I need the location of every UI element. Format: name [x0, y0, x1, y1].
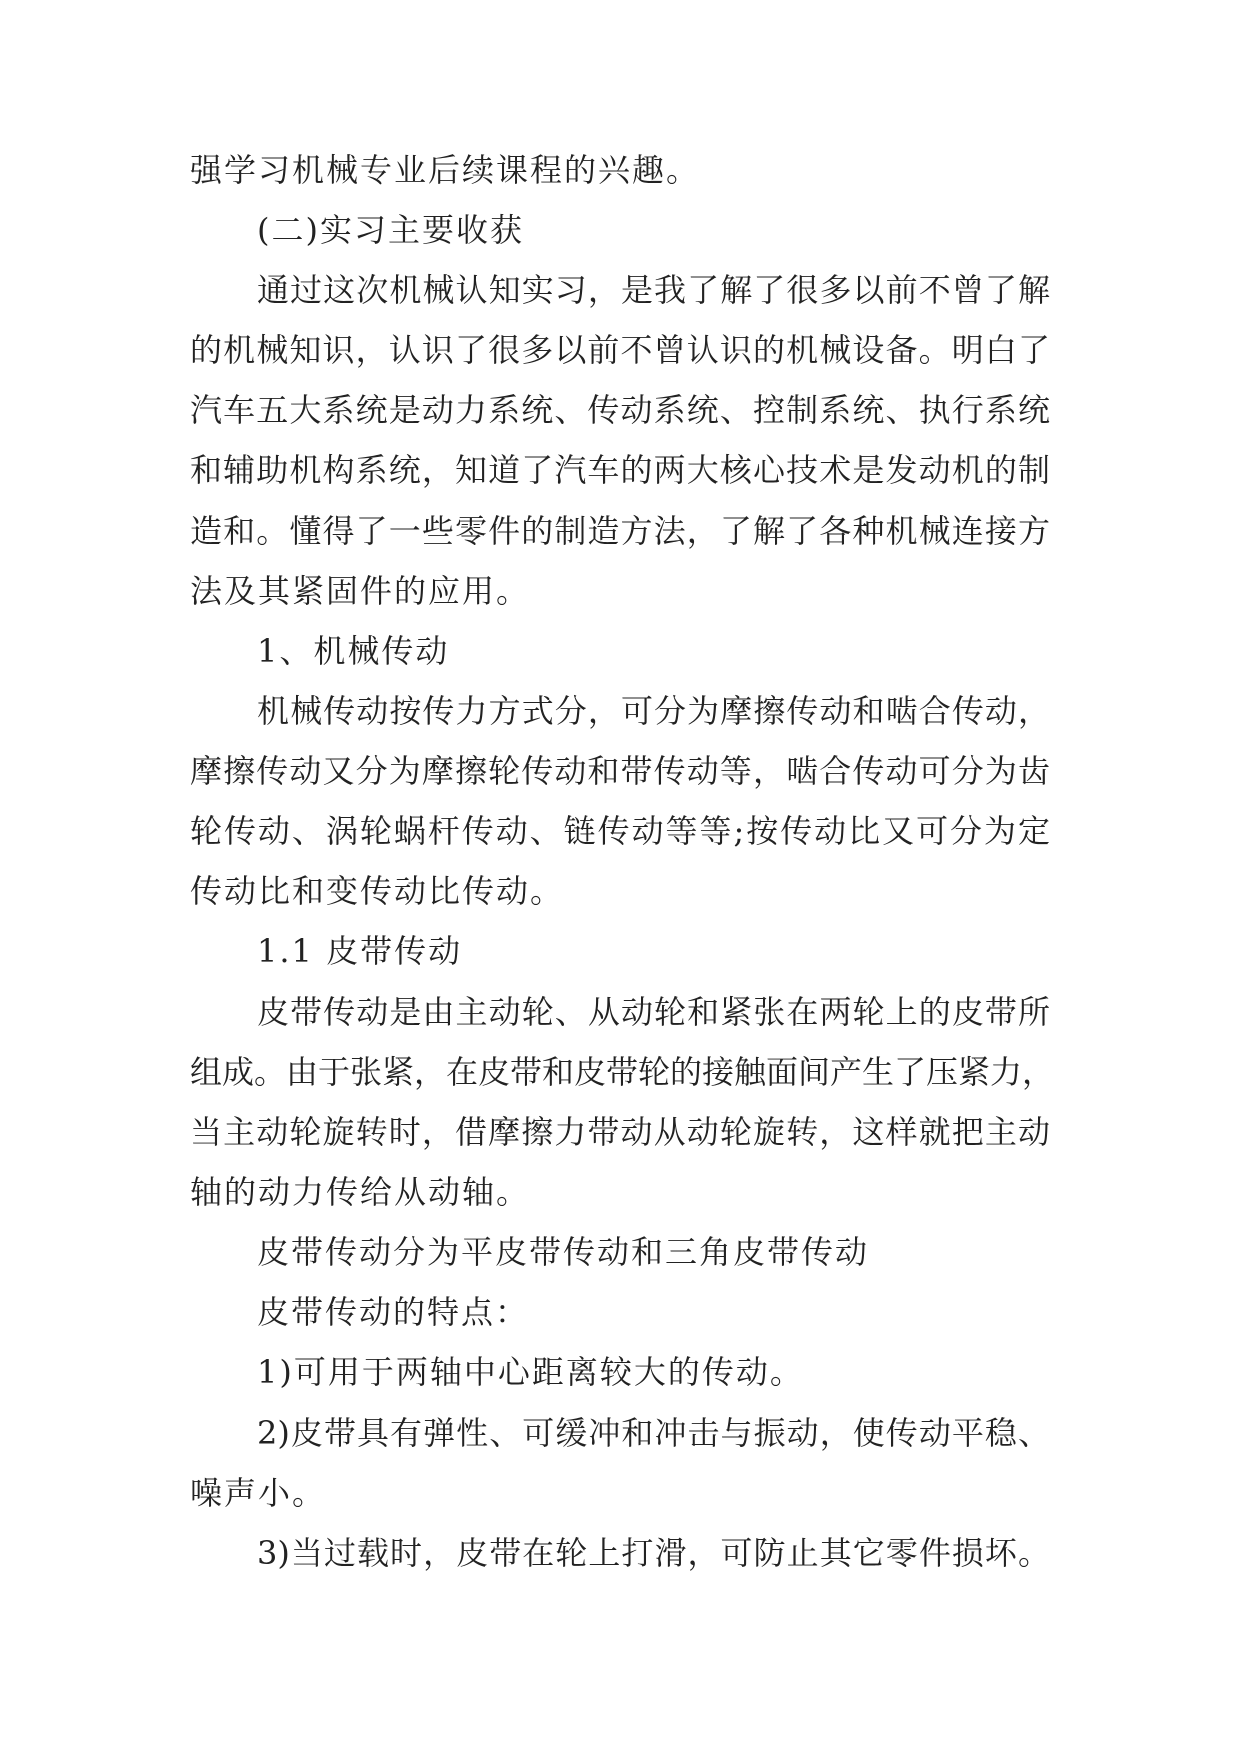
text-line: 法及其紧固件的应用。 — [190, 572, 531, 610]
list-item: 3)当过载时，皮带在轮上打滑，可防止其它零件损坏。 — [257, 1534, 1050, 1572]
section-heading: 1.1 皮带传动 — [257, 932, 463, 970]
section-heading: 1、机械传动 — [257, 632, 450, 670]
text-line: 和辅助机构系统，知道了汽车的两大核心技术是发动机的制 — [190, 451, 1050, 489]
section-heading: (二)实习主要收获 — [257, 211, 524, 249]
text-line: 组成。由于张紧，在皮带和皮带轮的接触面间产生了压紧力， — [190, 1053, 1055, 1091]
text-line: 汽车五大系统是动力系统、传动系统、控制系统、执行系统 — [190, 391, 1050, 429]
text-line: 强学习机械专业后续课程的兴趣。 — [190, 151, 701, 189]
list-item: 2)皮带具有弹性、可缓冲和冲击与振动，使传动平稳、 — [257, 1414, 1050, 1452]
text-line: 摩擦传动又分为摩擦轮传动和带传动等，啮合传动可分为齿 — [190, 752, 1050, 790]
list-item: 1)可用于两轴中心距离较大的传动。 — [257, 1353, 804, 1391]
text-line: 造和。懂得了一些零件的制造方法，了解了各种机械连接方 — [190, 512, 1050, 550]
text-line: 通过这次机械认知实习，是我了解了很多以前不曾了解 — [257, 271, 1050, 309]
text-line: 轮传动、涡轮蜗杆传动、链传动等等;按传动比又可分为定 — [190, 812, 1050, 850]
text-line: 传动比和变传动比传动。 — [190, 872, 565, 910]
text-line: 皮带传动是由主动轮、从动轮和紧张在两轮上的皮带所 — [257, 993, 1050, 1031]
text-line: 皮带传动分为平皮带传动和三角皮带传动 — [257, 1233, 870, 1271]
text-line: 当主动轮旋转时，借摩擦力带动从动轮旋转，这样就把主动 — [190, 1113, 1050, 1151]
text-line: 机械传动按传力方式分，可分为摩擦传动和啮合传动， — [257, 692, 1050, 730]
text-line: 轴的动力传给从动轴。 — [190, 1173, 531, 1211]
text-line: 皮带传动的特点： — [257, 1293, 530, 1331]
text-line: 噪声小。 — [190, 1474, 327, 1512]
text-line: 的机械知识，认识了很多以前不曾认识的机械设备。明白了 — [190, 331, 1050, 369]
